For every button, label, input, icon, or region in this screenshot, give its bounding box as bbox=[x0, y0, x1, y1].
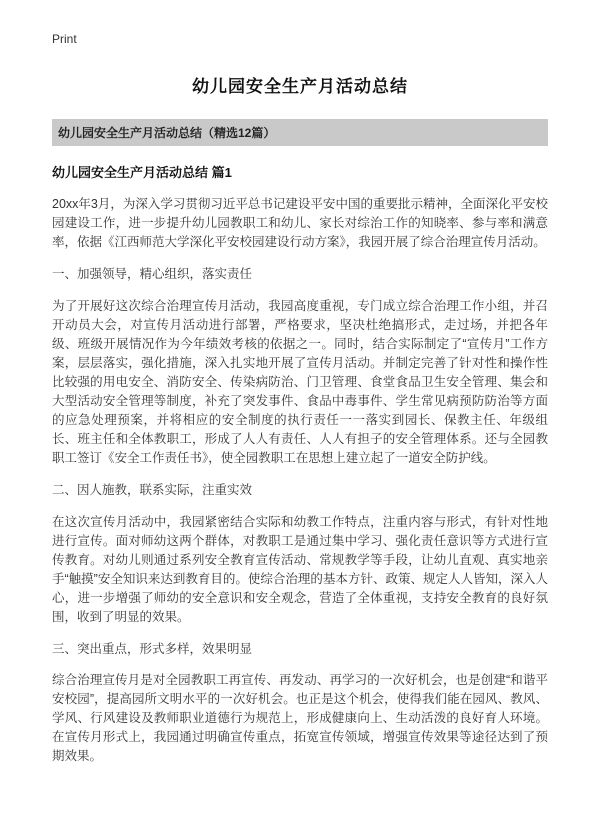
sub-heading-1: 一、加强领导，精心组织，落实责任 bbox=[52, 267, 253, 281]
sub-heading-3: 三、突出重点，形式多样，效果明显 bbox=[52, 641, 253, 656]
subtitle-bar: 幼儿园安全生产月活动总结（精选12篇） bbox=[52, 119, 548, 146]
paragraph-section-3: 综合治理宣传月是对全园教职工再宣传、再发动、再学习的一次好机会，也是创建“和谐平安校园”，提高园所文明水平的一次好机会。也正是这个机会，使得我们能在园风、教风、学风、行风建设及教师职业道德行为规范上，形成健康向上、生动活泼的良好育人环境。在宣传月形式上，我园通过明确宣传重点，拓宽宣传领域，增强宣传效果等途径达到了预期效果。 bbox=[52, 673, 548, 764]
paragraph-section-2: 在这次宣传月活动中，我园紧密结合实际和幼教工作特点，注重内容与形式，有针对性地进行宣传。面对师幼这两个群体，对教职工是通过集中学习、强化责任意识等方式进行宣传教育。对幼儿则通过系列安全教育宣传活动、常规教学等手段，让幼儿直观、真实地亲手“触摸”安全知识来达到教育目的。使综合治理的基本方针、政策、规定人人皆知，深入人心，进一步增强了师幼的安全意识和安全观念，营造了全体重视，支持安全教育的良好氛围，收到了明显的效果。 bbox=[52, 514, 548, 624]
sub-heading-2: 二、因人施教，联系实际，注重实效 bbox=[52, 482, 253, 497]
page-title: 幼儿园安全生产月活动总结 bbox=[192, 77, 408, 96]
print-link[interactable]: Print bbox=[52, 32, 77, 46]
paragraph-intro: 20xx年3月，为深入学习贯彻习近平总书记建设平安中国的重要批示精神，全面深化平安校园建设工作，进一步提升幼儿园教职工和幼儿、家长对综治工作的知晓率、参与率和满意率，依据《江西师范大学深化平安校园建设行动方案》，我园开展了综合治理宣传月活动。 bbox=[52, 197, 548, 249]
section-heading: 幼儿园安全生产月活动总结 篇1 bbox=[52, 165, 232, 180]
paragraph-section-1: 为了开展好这次综合治理宣传月活动，我园高度重视，专门成立综合治理工作小组，并召开动员大会，对宣传月活动进行部署，严格要求，坚决杜绝搞形式，走过场，并把各年级、班级开展情况作为今年绩效考核的依据之一。同时，结合实际制定了“宣传月”工作方案，层层落实，强化措施，深入扎实地开展了宣传月活动。并制定完善了针对性和操作性比较强的用电安全、消防安全、传染病防治、门卫管理、食堂食品卫生安全管理、集会和大型活动安全管理等制度，补充了突发事件、食品中毒事件、学生常见病预防防治等方面的应急处理预案，并将相应的安全制度的执行责任一一落实到园长、保教主任、年级组长、班主任和全体教职工，形成了人人有责任、人人有担子的安全管理体系。还与全园教职工签订《安全工作责任书》，使全园教职工在思想上建立起了一道安全防护线。 bbox=[52, 298, 548, 465]
